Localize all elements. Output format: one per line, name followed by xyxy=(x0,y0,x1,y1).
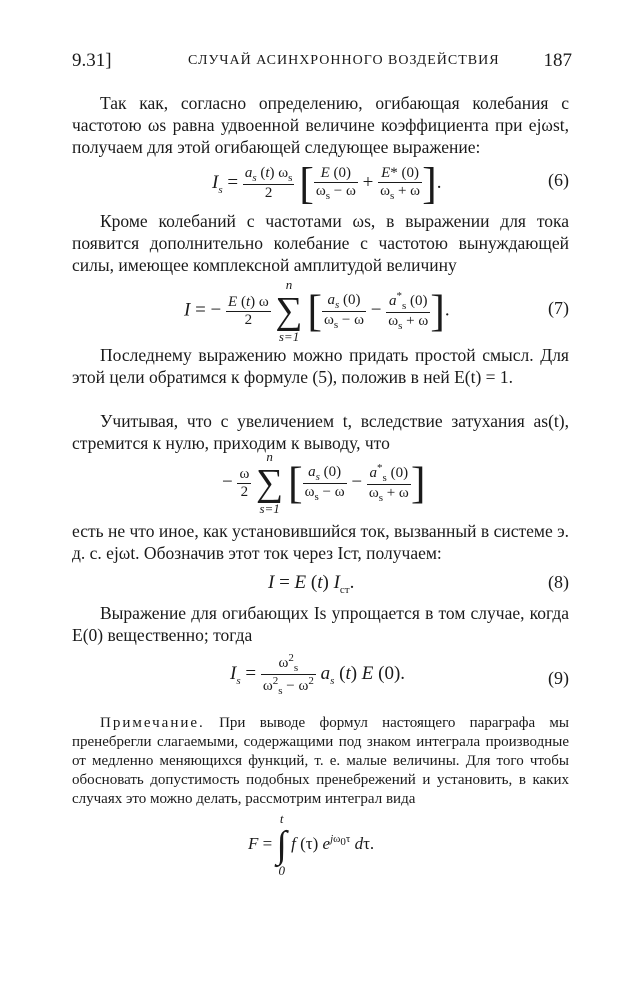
equation-7 xyxy=(72,278,569,344)
running-title: СЛУЧАЙ АСИНХРОННОГО ВОЗДЕЙСТВИЯ xyxy=(188,53,500,68)
paragraph-1: Так как, согласно определению, огибающая колебания с частотою ωs равна удвоенной величине коэффициента при ejωst, получаем для этой огибающей следующее выражение: xyxy=(72,93,569,157)
equation-steady-current-body: − $\frac{\omega}{2}$ n ∑ s=1 [ $\frac{a_s (0)}{\omega_s - \omega}$ − $\frac{a^*_s (0)}{\omega_s + \omega}$ ] xyxy=(222,449,426,516)
page-number: 187 xyxy=(543,50,572,71)
running-header xyxy=(72,50,572,74)
equation-6-body: $I_s$ = $\frac{a_s (t) \omega_s}{2}$ [ $\frac{E (0)}{\omega_s - \omega}$ + $\frac{E* (0)}{\omega_s + \omega}$ ]. xyxy=(212,159,442,208)
equation-7-number: (7) xyxy=(548,298,569,318)
equation-6 xyxy=(72,158,569,208)
equation-8 xyxy=(72,572,569,598)
paragraph-5: есть не что иное, как установившийся ток, вызванный в системе э. д. с. ejωt. Обозначив этот ток через Iст, получаем: xyxy=(72,521,569,563)
equation-9-body: $I_s$ = $\frac{\omega^2_s}{\omega^2_s - \omega^2}$ $a_s$ (t) E (0). xyxy=(230,652,406,697)
note-paragraph xyxy=(72,714,569,809)
equation-integral xyxy=(72,811,569,878)
equation-8-body: I = E (t) $I_{ст}$. xyxy=(268,572,355,596)
equation-7-body: I = − $\frac{E (t) \omega}{2}$ n ∑ s=1 [ $\frac{a_s (0)}{\omega_s - \omega}$ − $\frac{a^*_s (0)}{\omega_s + \omega}$ ]. xyxy=(184,277,450,344)
note-label: Примечание. xyxy=(100,715,205,731)
equation-steady-current xyxy=(72,450,569,516)
equation-9-number: (9) xyxy=(548,668,569,688)
equation-6-number: (6) xyxy=(548,170,569,190)
note-text: При выводе формул настоящего параграфа мы пренебрегли слагаемыми, содержащими под знаком интеграла производные от медленно меняющихся функций, т. е. малые величины. Для того чтобы обосновать допустимость подобных пренебрежений и установить, в каких случаях это можно делать, рассмотрим интеграл вида xyxy=(72,715,570,807)
equation-8-number: (8) xyxy=(548,572,569,592)
equation-9 xyxy=(72,652,569,702)
paragraph-6: Выражение для огибающих Is упрощается в том случае, когда E(0) вещественно; тогда xyxy=(72,603,569,645)
paragraph-4: Учитывая, что с увеличением t, вследствие затухания as(t), стремится к нулю, приходим к выводу, что xyxy=(72,411,569,453)
equation-integral-body: F = t ∫ 0 f (τ) $e^{j\omega_0\tau}$ dτ. xyxy=(248,811,375,878)
paragraph-2: Кроме колебаний с частотами ωs, в выражении для тока появится дополнительно колебание с частотою вынуждающей силы, имеющее комплексной амплитудой величину xyxy=(72,211,569,275)
paragraph-3: Последнему выражению можно придать простой смысл. Для этой цели обратимся к формуле (5), положив в ней E(t) = 1. xyxy=(72,345,569,387)
section-number: 9.31] xyxy=(72,50,112,71)
